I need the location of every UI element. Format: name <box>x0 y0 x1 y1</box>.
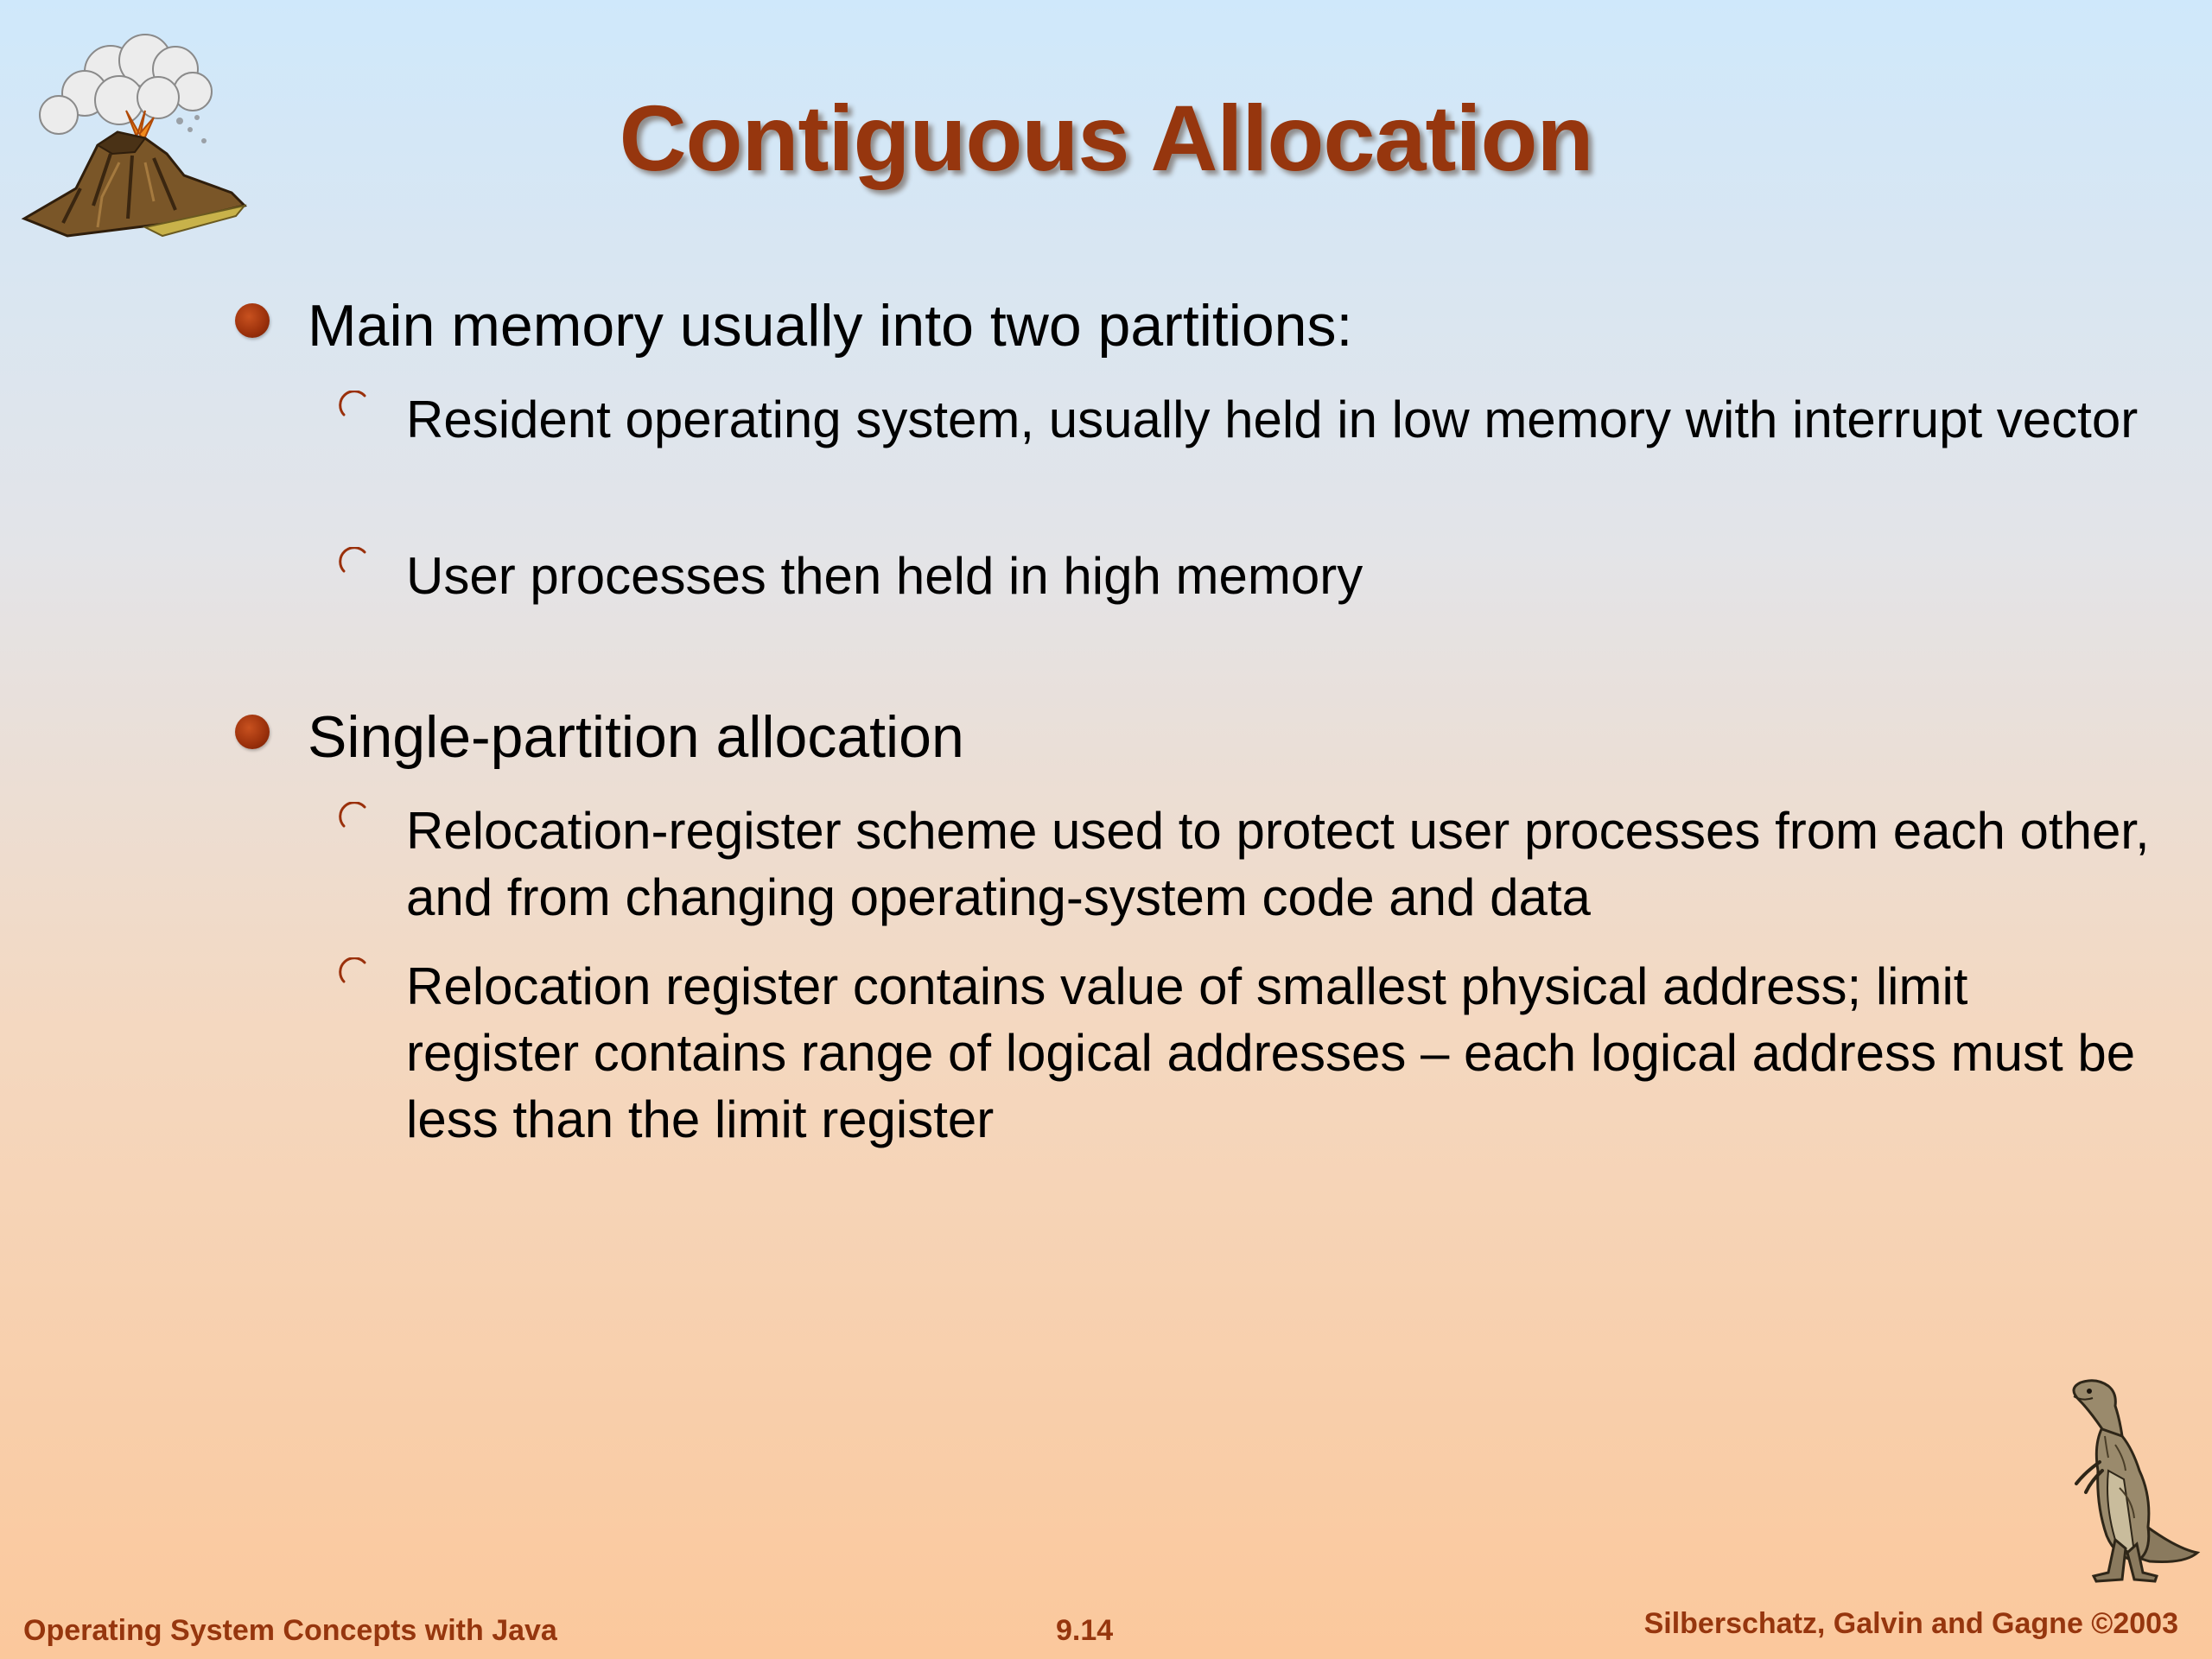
footer-book-title: Operating System Concepts with Java <box>23 1614 557 1647</box>
sub-bullet-arc-icon <box>339 957 368 987</box>
footer-page-number: 9.14 <box>1056 1614 1114 1647</box>
dinosaur-icon <box>2055 1376 2202 1588</box>
footer-copyright: Silberschatz, Galvin and Gagne ©2003 <box>1643 1607 2178 1640</box>
slide-title: Contiguous Allocation <box>619 86 1593 190</box>
bullet-text: Main memory usually into two partitions: <box>308 293 1353 359</box>
sub-bullet-text: Relocation register contains value of smallest physical address; limit register contains range of logical addresses – each logical address must be less than the limit register <box>406 957 2136 1148</box>
sub-bullet-text: Relocation-register scheme used to protect user processes from each other, and from changing operating-system code and data <box>406 802 2150 926</box>
bullet-dot-icon <box>235 715 270 749</box>
bullet-dot-icon <box>235 303 270 338</box>
bullet-text: Single-partition allocation <box>308 704 964 770</box>
sub-bullet-arc-icon <box>339 391 368 420</box>
sub-bullet-arc-icon <box>339 547 368 576</box>
sub-bullet-arc-icon <box>339 802 368 831</box>
sub-bullet-text: User processes then held in high memory <box>406 547 1363 605</box>
sub-bullet-text: Resident operating system, usually held in low memory with interrupt vector <box>406 391 2139 448</box>
